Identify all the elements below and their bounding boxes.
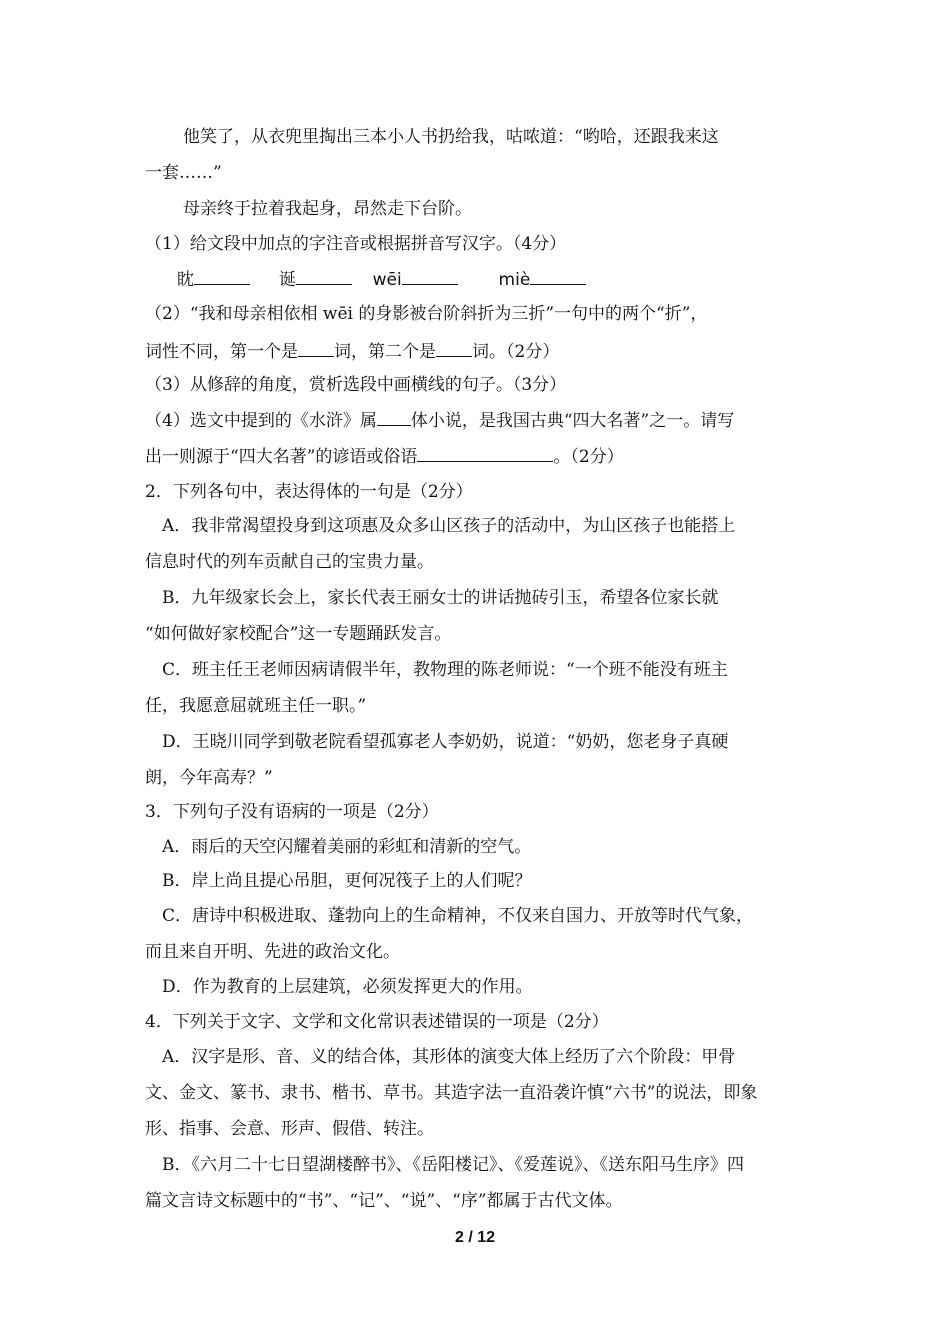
q1-sub4-cont bbox=[145, 445, 624, 468]
q3-option-b: B．岸上尚且提心吊胆，更何况筏子上的人们呢？ bbox=[162, 871, 532, 891]
q3-option-c-cont: 而且来自开明、先进的政治文化。 bbox=[145, 942, 400, 962]
q1-item: 诞 bbox=[278, 270, 296, 290]
text-segment: 出一则源于“四大名著”的谚语或俗语 bbox=[145, 447, 418, 467]
page-number: 2 / 12 bbox=[454, 1229, 496, 1246]
q1-answer-row bbox=[177, 268, 586, 291]
answer-blank[interactable] bbox=[296, 268, 352, 285]
q3-option-c: C．唐诗中积极进取、蓬勃向上的生命精神，不仅来自国力、开放等时代气象， bbox=[162, 906, 754, 926]
text-segment: 体小说，是我国古典“四大名著”之一。请写 bbox=[410, 411, 735, 431]
q1-sub2-cont bbox=[145, 340, 559, 363]
q4-stem: 4．下列关于文字、文学和文化常识表述错误的一项是（2分） bbox=[145, 1012, 609, 1032]
answer-blank[interactable] bbox=[436, 340, 472, 357]
answer-blank[interactable] bbox=[417, 445, 553, 462]
passage-line: 一套……” bbox=[145, 163, 222, 183]
text-segment: 词，第二个是 bbox=[334, 342, 436, 362]
passage-line: 母亲终于拉着我起身，昂然走下台阶。 bbox=[183, 199, 472, 219]
q4-option-a: A．汉字是形、音、义的结合体，其形体的演变大体上经历了六个阶段：甲骨 bbox=[162, 1047, 736, 1067]
answer-blank[interactable] bbox=[530, 268, 586, 285]
q1-sub2: （2）“我和母亲相依相 wēi 的身影被台阶斜折为三折”一句中的两个“折”， bbox=[145, 304, 708, 324]
q2-stem: 2．下列各句中，表达得体的一句是（2分） bbox=[145, 482, 473, 502]
q2-option-c: C．班主任王老师因病请假半年，教物理的陈老师说：“一个班不能没有班主 bbox=[162, 660, 728, 680]
q4-option-a-cont: 文、金文、篆书、隶书、楷书、草书。其造字法一直沿袭许慎“六书”的说法，即象 bbox=[145, 1083, 758, 1103]
answer-blank[interactable] bbox=[377, 409, 411, 426]
q4-option-b: B．《六月二十七日望湖楼醉书》、《岳阳楼记》、《爱莲说》、《送东阳马生序》四 bbox=[162, 1155, 744, 1175]
text-segment: 词。（2分） bbox=[472, 342, 560, 362]
q2-option-a: A．我非常渴望投身到这项惠及众多山区孩子的活动中，为山区孩子也能搭上 bbox=[162, 516, 736, 536]
answer-blank[interactable] bbox=[194, 268, 250, 285]
answer-blank[interactable] bbox=[298, 340, 334, 357]
text-segment: 词性不同，第一个是 bbox=[145, 342, 298, 362]
q2-option-a-cont: 信息时代的列车贡献自己的宝贵力量。 bbox=[145, 552, 434, 572]
q4-option-b-cont: 篇文言诗文标题中的“书”、“记”、“说”、“序”都属于古代文体。 bbox=[145, 1191, 623, 1211]
q2-option-b: B．九年级家长会上，家长代表王丽女士的讲话抛砖引玉，希望各位家长就 bbox=[162, 588, 719, 608]
passage-line: 他笑了，从衣兜里掏出三本小人书扔给我，咕哝道：“哟哈，还跟我来这 bbox=[183, 127, 719, 147]
q2-option-d: D．王晓川同学到敬老院看望孤寡老人李奶奶，说道：“奶奶，您老身子真硬 bbox=[162, 732, 729, 752]
q1-item: 眈 bbox=[177, 270, 194, 290]
q3-option-a: A．雨后的天空闪耀着美丽的彩虹和清新的空气。 bbox=[162, 837, 532, 857]
q1-item: miè bbox=[498, 270, 531, 290]
q4-option-a-cont: 形、指事、会意、形声、假借、转注。 bbox=[145, 1119, 434, 1139]
text-segment: （4）选文中提到的《水浒》属 bbox=[145, 411, 377, 431]
q1-sub1: （1）给文段中加点的字注音或根据拼音写汉字。（4分） bbox=[145, 234, 567, 254]
q2-option-d-cont: 朗，今年高寿？” bbox=[145, 768, 273, 788]
q1-item: wēi bbox=[372, 270, 402, 290]
answer-blank[interactable] bbox=[402, 268, 458, 285]
text-segment: 。（2分） bbox=[553, 447, 624, 467]
q1-sub3: （3）从修辞的角度，赏析选段中画横线的句子。（3分） bbox=[145, 375, 567, 395]
q3-stem: 3．下列句子没有语病的一项是（2分） bbox=[145, 802, 439, 822]
q3-option-d: D．作为教育的上层建筑，必须发挥更大的作用。 bbox=[162, 977, 533, 997]
q2-option-c-cont: 任，我愿意屈就班主任一职。” bbox=[145, 696, 367, 716]
q2-option-b-cont: “如何做好家校配合”这一专题踊跃发言。 bbox=[145, 624, 452, 644]
q1-sub4 bbox=[145, 409, 734, 432]
